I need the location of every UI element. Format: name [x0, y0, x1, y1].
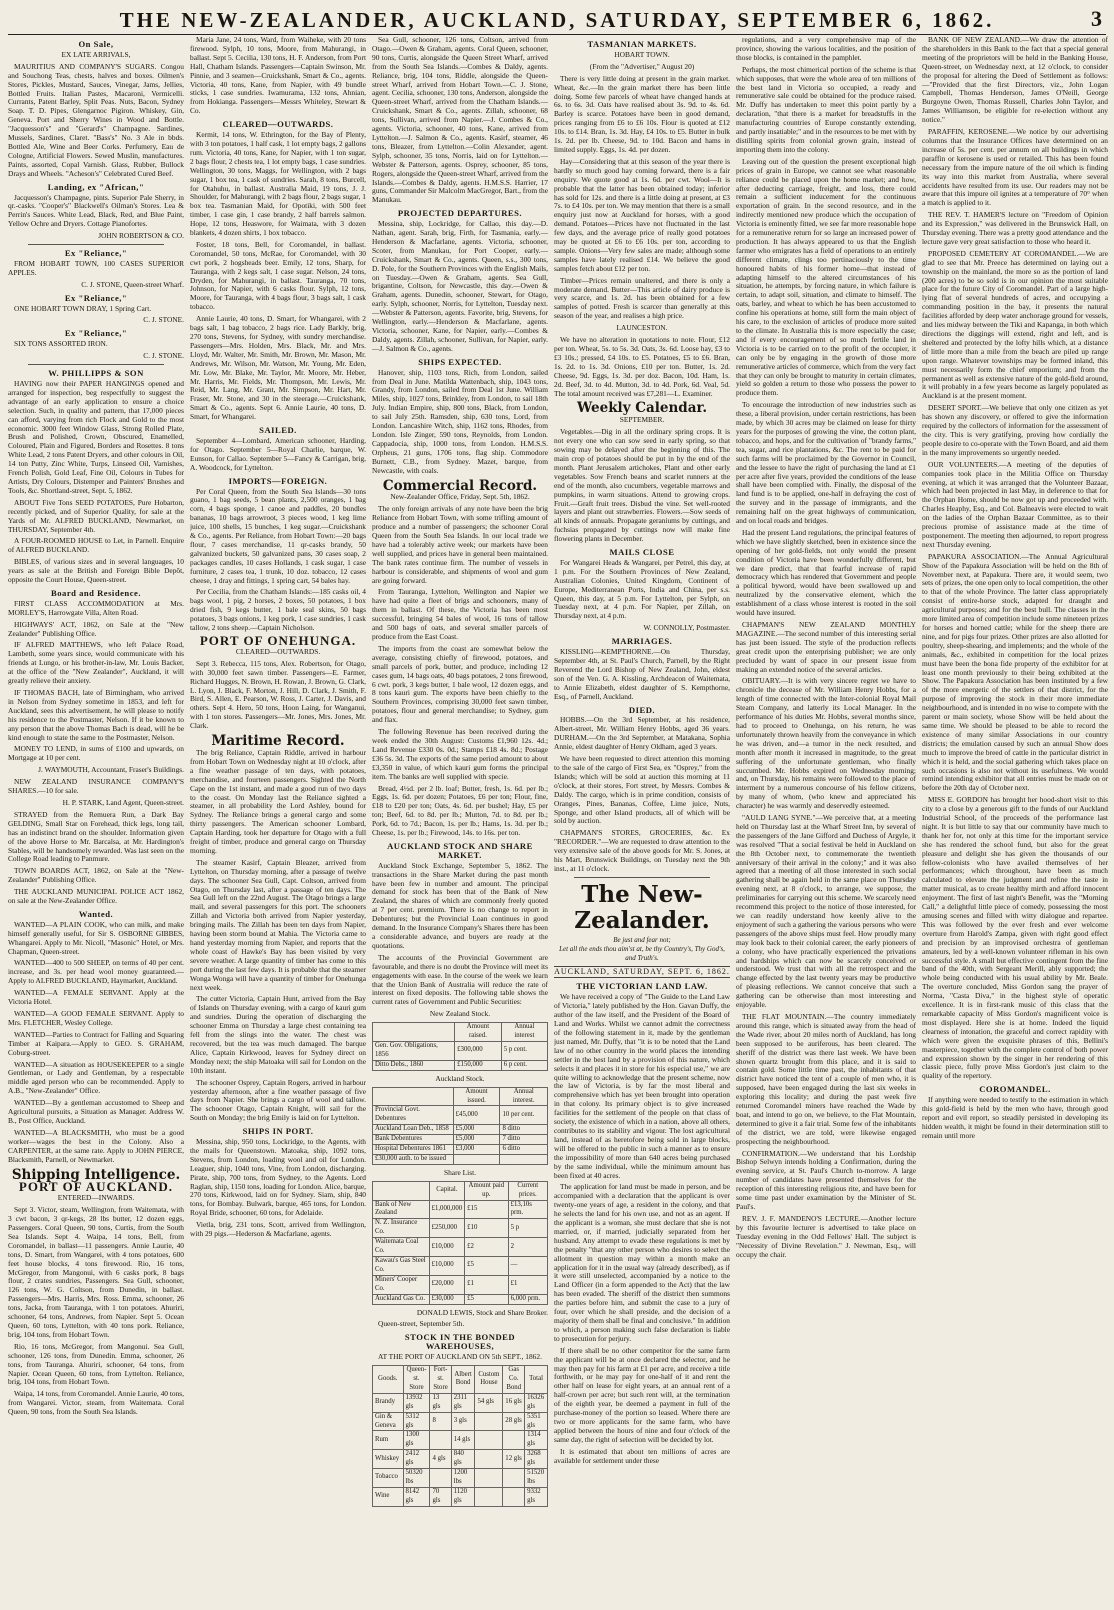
money-signature: J. WAYMOUTH, Accountant, Fraser's Buildings.: [38, 765, 184, 775]
four-roomed-house-ad: A FOUR-ROOMED HOUSE to Let, in Parnell. Enquire of ALFRED BUCKLAND.: [8, 536, 184, 555]
stock-signature: DONALD LEWIS, Stock and Share Broker.: [416, 1307, 548, 1317]
auckland-stock-table: [372, 1087, 548, 1165]
table-cell: 10 per cent.: [500, 1106, 548, 1125]
tasmanian-body-3: Timber—Prices remain unaltered, and there is only a moderate demand. Butter—This article of dairy produce is very scarce, and 1s. 2d. has been obtained for a few samples of potted. Fresh is scarcer than generally at this season of the year, and realises a high price.: [554, 275, 730, 321]
board-body: FIRST CLASS ACCOMMODATION at Mrs. MORLEY'S, Harrowgate Villa, Alten Road.: [8, 598, 184, 617]
divider: [28, 364, 164, 365]
table-row: [373, 1393, 548, 1412]
table-row: [373, 1275, 548, 1294]
table-row: [373, 1106, 548, 1125]
maritime-body-3: The cutter Victoria, Captain Hunt, arrived from the Bay of Islands on Thursday evening, with a cargo of kauri gum and sundries. During the operation of discharging the schooner Emma on Thursday a large chest containing tea fell from the slings into the water. The chest was recovered, but the tea was much damaged. The barque Alice, Captain Kirkwood, leaves for Sydney direct on Monday next; the ship Matoaka will sail for London on the 10th instant.: [190, 994, 366, 1075]
table-header-row: [373, 1181, 548, 1200]
table-cell: 12 gls: [503, 1450, 525, 1469]
table-cell: Waitemata Coal Co.: [373, 1238, 430, 1257]
table-row: [373, 1431, 548, 1450]
ship-list-1: Rio, 16 tons, McGregor, from Mangonui. Sea Gull, schooner, 126 tons, from Dunedin. Emma, schooner, 26 tons, from Tauranga. Ahuriri, schooner, 64 tons, from Napier. Ocean Queen, 60 tons, from Lyttelton. Reliance, brig, 104 tons, from Hobart Town.: [8, 1341, 184, 1387]
col5-body-1: regulations, and a very comprehensive map of the province, showing the various localities, and the position of those blocks, is contained in the pamphlet.: [736, 36, 916, 62]
stock-body-2: The accounts of the Provincial Government are favourable, and there is no doubt the Province will meet its engagements with ease. In the course of the week we learn that the Union Bank of Australia will reduce the rate of interest on fixed deposits. The following table shows the current rates of Government and Public Securities:: [372, 952, 548, 1007]
onehunga-body: Sept 3. Rebecca, 115 tons, Alex. Robertson, for Otago, with 30,000 feet sawn timber. Passengers—E. Farmer, Richard Hugges, N. Brown, H. Rowan, J. Brown, G. Clark, L. Lyon, J. Black, F. Morton, J. Hill, D. Clark, J. Smith, F. Bird, S. Allen, E. Pearson, W. Ross, J. Carter, J. Davis, and others. Sept 4. Hero, 50 tons, Hoon Laing, for Wanganui, with 1 ton stores. Passengers—Mr. Jones, Mrs. Jones, Mr. Clark.: [190, 658, 366, 731]
kerosene-notice: PARAFFIN, KEROSENE.—We notice by our advertising columns that the Insurance Offices have determined on an increase of 5s. per cent. per annum on all buildings in which paraffin or kerosene is used or retailed. This has been found necessary from the impure nature of the oil which is finding its way into this market from Australia, where several accidents have resulted from its use. Our readers may not be aware that this impure oil ignites at a temperature of 70° when a match is applied to it.: [922, 127, 1108, 208]
onsale-subheading: EX LATE ARRIVALS,: [61, 49, 131, 59]
table-cell: Tobacco: [373, 1469, 404, 1488]
masthead-title: THE NEW-ZEALANDER, AUCKLAND, SATURDAY, SEPTEMBER 6, 1862.: [119, 8, 995, 32]
shipping-heading: Shipping Intelligence.: [11, 1166, 181, 1183]
reliance3-signature: C. J. STONE.: [143, 351, 184, 361]
table-cell: £5: [465, 1294, 508, 1304]
town-boards-ad: TOWN BOARDS ACT, 1862, on Sale at the "New-Zealander" Publishing Office.: [8, 866, 184, 885]
table-cell: —: [508, 1257, 547, 1276]
table-cell: Brandy: [373, 1393, 404, 1412]
table-cell: [503, 1431, 525, 1450]
table-header-cell: Amount raised.: [455, 1023, 502, 1042]
table-row: [373, 1041, 548, 1060]
land-law-body-1: We have received a copy of "The Guide to the Land Law of Victoria," lately published by the Hon. Gavan Duffy, the author of the law itself, and the President of the Board of Land and Works. Whilst we cannot admit the correctness of the following statement in it, made by the gentleman just named, Mr. Duffy, that "it is to be noted that the Land law of no other country in the world places the intending settler in the best land by a provision of this nature, which selects it and places it in store for his especial use," we are quite willing to acknowledge that the present scheme, now the law of Victoria, is by far the most liberal and comprehensive which has yet been brought into operation in that colony. Its primary object is to give increased facilities for the settlement of the people on that class of society, the existence of which in a nation, above all others, contributes to its stability and vigour. The lost agricultural land, instead of as heretofore being sold in large blocks, will be offered to the public in such a manner as to ensure the impossibility of more than 640 acres being purchased by the same individual, while the minimum amount has been fixed at 40 acres.: [554, 992, 730, 1180]
table-cell: £13,10s prm.: [508, 1200, 547, 1219]
port-heading: PORT OF AUCKLAND.: [18, 1179, 174, 1195]
column-2: [190, 36, 366, 1604]
columns: [8, 36, 1108, 1604]
table-cell: £1: [508, 1275, 547, 1294]
table-cell: 13 gls: [430, 1393, 451, 1412]
table-row: [373, 1412, 548, 1431]
table-cell: £10,000: [429, 1257, 465, 1276]
table-header-cell: Gas Co. Bond: [503, 1366, 525, 1394]
page-number: 3: [1091, 6, 1102, 31]
reliance2-body: ONE HOBART TOWN DRAY, 1 Spring Cart.: [14, 303, 152, 313]
table-row: [373, 1238, 548, 1257]
land-law-body-2: The application for land must be made in person, and be accompanied with a declaration that the applicant is over twenty-one years of age, a resident in the colony, and that he selects the land for his own use, and not as an agent. If the applicant is a woman, she must declare that she is not married, or, if married, judicially separated from her husband. Any attempt to evade these regulations is met by the penalty "that any other person who desires to select the allotment in question may within a month make an application for it in the usual way (already described), as if it were still unselected, accompanied by a notice to the Land Officer (in a form appended to the Act) that the law has been evaded. The sheriff of the district then summons the parties before him, and submit the case to a jury of four, over which he shall preside, and the decision of a majority of them shall be final and conclusive." In addition to which, a person making such false declaration is liable to prosecution for perjury.: [554, 1182, 730, 1343]
mails-heading: MAILS CLOSE: [609, 547, 675, 558]
table-cell: £15: [465, 1200, 508, 1219]
table-cell: 5 p: [508, 1219, 547, 1238]
table-header-cell: Amount issued.: [453, 1087, 500, 1106]
table-cell: Auckland Loan Deb., 1858: [373, 1125, 454, 1135]
table-cell: 2412 gls: [403, 1450, 430, 1469]
wanted-good-female: WANTED—A GOOD FEMALE SERVANT. Apply to Mrs. FLETCHER, Wesley College.: [8, 1009, 184, 1027]
table-cell: £300,000: [455, 1041, 502, 1060]
table-cell: Ditto Debs., 1860: [373, 1060, 455, 1070]
table-row: [373, 1135, 548, 1145]
onehunga-heading: PORT OF ONEHUNGA.: [199, 633, 357, 648]
table-cell: £5,000: [453, 1135, 500, 1145]
coromandel-township-notice: PROPOSED CEMETERY AT COROMANDEL.—We are glad to see that Mr. Preece has determined on laying out a township on the mainland, the more so as the portion of land (200 acres) to be so sold is in our opinion the most suitable place for the future City of Coromandel. Part of a large high-lying flat of several hundreds of acres, and occupying a commanding position in the bay, it presents the natural facilities afforded by deep water anchorage ground for vessels, and lies midway between the Tiki and Kapanga, in both which directions the diggings will extend, right and left, and is sheltered and protected by the lofty hills which, at a distance of little more than a mile from the beach are piled up range upon range. Whatever townships may be formed inland, this must necessarily form the chief emporium; and from the permanent as well as extensive nature of the gold-field around, it will probably in a few years become as largely populated as Auckland is at the present moment.: [922, 248, 1108, 401]
commercial-body-1: The only foreign arrivals of any note have been the brig Reliance from Hobart Town, with some trifling amount of produce and a number of passengers; the schooner Coral Queen from the South Sea Islands. In our local trade we have had a tolerably active week; our markets have been well supplied, and prices have in general been maintained. The bank rates continue firm. The number of vessels in harbour is considerable, and shipments of wool and gum are going forward.: [372, 504, 548, 585]
launceston-heading: LAUNCESTON.: [616, 323, 668, 333]
table-cell: Auckland Gas Co.: [373, 1294, 430, 1304]
column-6: [922, 36, 1108, 1604]
table-header-cell: Capital.: [429, 1181, 465, 1200]
table-cell: £30,000: [429, 1294, 465, 1304]
table-cell: [475, 1431, 503, 1450]
table-cell: Gen. Gov. Obligations, 1856: [373, 1041, 455, 1060]
table-cell: 16326 gls: [525, 1393, 548, 1412]
table-cell: £45,000: [453, 1106, 500, 1125]
reliance3-body: SIX TONS ASSORTED IRON.: [14, 339, 108, 349]
table-row: [373, 1294, 548, 1304]
table-cell: 50320 lbs: [403, 1469, 430, 1488]
auld-lang-syne-notice: "AULD LANG SYNE."—We perceive that, at a meeting held on Thursday last at the Wharf Street Inn, by several of the passengers of the Jane Gifford and Duchess of Argyle, it was resolved "That a social festival be held in Auckland on the 8th October next, to commemorate the twentieth anniversary of their arrival in the colony;" and it was also agreed that a meeting of all those interested in such social gathering shall be again held in the same place on Thursday evening next, at 8 o'clock, to arrange, we suppose, the preliminaries for carrying out this scheme. We scarcely need recommend this project to the notice of those interested, for we can readily understand how keenly alive to the enjoyment of such a gathering the various persons who were passengers of the above ships must feel. How proudly many may look back to their colonial career, the early pioneers of a colony, who have practically experienced the privations and hardships which can now be scarcely conceived or understood. We trust that with all the retrospect and the change effected by the last twenty years may be productive of pleasing reflections. We cannot conceive that such a gathering can be otherwise than most interesting and enjoyable.: [736, 813, 916, 1010]
expected-heading: SHIPS EXPECTED.: [418, 356, 502, 367]
maritime-body-1: The brig Reliance, Captain Riddle, arrived in harbour from Hobart Town on Wednesday night at 10 o'clock, after a fine weather passage of ten days, with potatoes, merchandise, and fourteen passengers. Sighted the North Cape on the 1st instant, and made a good run of two days to the coast. On Monday last the Reliance sighted a steamer, in all probability the Lord Ashley, bound for Sydney. The Reliance brings a general cargo and some thirty passengers. The American schooner Lombard, Captain Harding, took her departure for Otago with a full freight of timber, produce and general cargo on Thursday morning.: [190, 747, 366, 855]
wanted-contract: WANTED—Parties to Contract for Falling and Squaring Timber at Kaipara.—Apply to GEO. S. GRAHAM, Coburg-street.: [8, 1029, 184, 1057]
commercial-heading: Commercial Record.: [382, 477, 538, 494]
table2-heading: Auckland Stock.: [435, 1073, 485, 1083]
maritime-body-4: The schooner Osprey, Captain Rogers, arrived in harbour yesterday afternoon, after a fine weather passage of five days from Napier. She brings a cargo of wool and tallow. The schooner Otago, Captain Knight, will sail for the South on Monday; the brig Emily is laid on for Lyttelton.: [190, 1077, 366, 1123]
thomas-bach-notice: IF THOMAS BACH, late of Birmingham, who arrived in Nelson from Sydney sometime in 1853, and left for Auckland, sees this advertisement, he will please to notify his residence to the Postmaster, Nelson. If it be known to any person that the above Thomas Bach is dead, will he be kind enough to state the same to the Postmaster, Nelson.: [8, 688, 184, 742]
tasmanian-source: (From the "Advertiser," August 20): [589, 61, 695, 71]
table-cell: £20,000: [429, 1275, 465, 1294]
table-cell: [475, 1487, 503, 1506]
stock-body: Auckland Stock Exchange, September 5, 1862. The transactions in the Share Market during the past month have been few in number and amount. The principal demand for stock has been that of the Bank of New Zealand, the shares of which are commonly freely quoted at 7 per cent. premium. There is no change to report in Debentures; but the Provincial Loan continues in good demand. In the Insurance Company's Shares there has been a considerable advance, and buyers are ready at the quotations.: [372, 860, 548, 950]
table-header-cell: [373, 1181, 430, 1200]
bonded-table: [372, 1365, 548, 1507]
imports-heading: IMPORTS—FOREIGN.: [228, 475, 328, 486]
table-cell: Miners' Cooper Co.: [373, 1275, 430, 1294]
weekly-body: Vegetables.—Dig in all the ordinary spring crops. It is not every one who can sow seed in early spring, so that sowing may be delayed after the beginning of this. The main crop of potatoes should be put in by the end of the month. Plant Jerusalem artichokes, Plant and other early vegetables. Sow French beans and scarlet runners at the end of the month, also cucumbers, vegetable marrows and pumpkins, in warm situations. Attend to growing crops. Fruit.—Graft fruit trees. Disbud the vine. Set well-rooted layers and plant out strawberries. Flowers.—Sow seeds of all kinds of annuals. Propagate geraniums by cuttings, and fuchsias propagated by cuttings now will make fine flowering plants in December.: [554, 427, 730, 544]
gordon-notice: MISS E. GORDON has brought her hood-short visit to this city to a close by a generous gift to the funds of our Auckland Industrial School, of the proceeds of the performance last night. It is but little to say that our community have much to thank her for, not only at this time for the important service she has rendered the school fund, but also for the great pleasure and delight she has given the thousands of our fellow-colonists who have availed themselves of her performances; which throughout, have been as much calculated to elevate the judgment and refine the taste in matter musical, as to create healthy mirth and afford innocent enjoyment. The first of last night's Benefit, was the "Morning Call," a delightful little piece of comedy, possessing the most amusing scenes and filled with witty dialogue and repartee. This was followed by the ever fresh and ever welcome overture from Harold's Zampa, given with right good effect and precision by an improvised orchestra of gentleman amateurs, led by a well-known volunteer rifleman in his own successful style. A small but effective contingent from the fine band of the 40th, with Sergeant Merill, ably supported; the whole being conducted with his usual ability by Mr. Beale. The overture concluded, Miss Gordon sang the prayer of Norma, "Casta Diva," in the highest style of operatic excellence. It is in first-rank music of this class that the remarkable capacity of Miss Gordon's magnificent voice is most displayed. Here she is at home. Indeed the liquid clearness of intonation, the graceful and correct rapidity with which were given the exquisite phrases of this, Bellini's masterpiece, together with the complete control of both power and expression shown by the singer in her rendering of this classic piece, fully prove Miss Gordon's just claim to the quality of the repertory.: [922, 795, 1108, 1081]
table-cell: 5351 gls: [525, 1412, 548, 1431]
insurance-ad: NEW ZEALAND INSURANCE COMPANY'S SHARES.—10 for sale.: [8, 777, 184, 796]
share-list-table: [372, 1181, 548, 1305]
divider: [574, 877, 710, 878]
projected-body: Messina, ship, Lockridge, for Callao, this day.—D. Nathan, agent. Sarah, brig, Firth, for Tasmania, early.—Henderson & Macfarlane, agents. Victoria, schooner, Scoter, from Manukau, for Port Cooper, early.—Cruickshank, Smart & Co., agents. Queen, s.s., 300 tons, D. Pole, for the Southern Provinces with the English Mails, on Tuesday.—Owen & Graham, agents. Sea Gull, brigantine, Coltson, for Newcastle, this day.—Owen & Graham, agents. Dunedin, schooner, Stewart, for Otago, early. Sylph, schooner, Norris, for Lyttelton, Tuesday next.—Webster & Patterson, agents. Favorite, brig, Stevens, for Wellington, early.—Henderson & Macfarlane, agents. Victoria, schooner, Kane, for Napier, early.—Combes & Daldy, agents. Zillah, schooner, Sullivan, for Napier, early.—J. Salmon & Co., agents.: [372, 219, 548, 353]
table-cell: [500, 1154, 548, 1164]
col5-body-3: Leaving out of the question the present exceptional high prices of grain in Europe, we cannot see what reasonable reliance could be placed upon the home market; and how, after deducting carriage, freight, and loss, there could remain a sufficient inducement for the continuous exportation of grain. In the second resource, and in the indirectly mentioned new produce which the occupation of Victoria is eminently fitted, we see far more reasonable hope for a remunerative return for so large an increased power of production. It has always appeared to us that the English farmer who emigrates has a field of operations to an entirely different climate, clings too pertinaciously to the time honoured habits of his former home—that instead of adapting himself to the altered circumstances of his situation, he attempts, by forcing nature, in which failure is certain, to adapt soil, situation, and climate to himself. The oats, barley, and wheat to which he has been accustomed to confine his operations at home, still form the main object of his care, to the exclusion of articles of produce more suited to the climate. In Australia this is more especially the case; and if every encouragement of so much fertile land in Victoria is to be carried on to the profit of the occupier, it can only be by engaging in the growth of those more remunerative articles of commerce, which from the very fact that they can only be brought to maturity in certain climates, yield so golden a return to those who possess the power to produce them.: [736, 156, 916, 398]
highways-ad: HIGHWAYS' ACT, 1862, on Sale at the "New Zealander" Publishing Office.: [8, 619, 184, 638]
bibles-ad: BIBLES, of various sizes and in several languages, 10 years as sale at the British and Foreign Bible Depôt, opposite the Court House, Queen-street.: [8, 557, 184, 585]
obituary-notice: OBITUARY.—It is with very sincere regret we have to chronicle the decease of Mr. William Henry Hobbs, for a length of time connected with the Inter-colonial Royal Mail Steam Company, and latterly its Local Manager. In the performance of his duties Mr. Hobbs, several months since, had to proceed to Onehunga, on his return, he was unfortunately thrown heavily from the conveyance in which he was driven, and—a tumor in the neck resulted, and month after month it increased in magnitude, to the great suffering of the unfortunate gentleman, who finally succumbed. Mr. Hobbs expired on Wednesday morning; and, on Thursday, his remains were followed to the place of interment by a numerous concourse of his fellow citizens, by many of whom, (who knew and appreciated his character) he was warmly and deservedly esteemed.: [736, 676, 916, 811]
table-cell: Provincial Govt. Debentures: [373, 1106, 454, 1125]
reliance2-heading: Ex "Reliance,": [64, 292, 128, 303]
tasmanian-subheading: HOBART TOWN.: [614, 49, 670, 59]
phillips-body: HAVING now their PAPER HANGINGS opened and arranged for inspection, beg respectfully to suggest the advantage of an early application to ensure a choice selection. Such, in quality and pattern, that 17,000 pieces can afford, varying from rich Flock and Gold to the most economic. 3000 feet Window Glass, Strong Rolled Plate, Brush and Polished, Crown, Obscured, Enamelled, Coloured, Plain and Figured, Borders and Rosettes. 8 tons White Lead, 2 tons Patent Dryers, and other colours in Oil, 14 ton Putty, Zinc White, Turps, Linseed Oil, Varnishes, French Polish, Gold Leaf, Fine Oil, Colours in Tubes for Artists, Dry Colours, Distemper and Painters' Brushes and Tools, &c. Shortland-street, Sept. 5, 1862.: [8, 379, 184, 495]
table-row: [373, 1200, 548, 1219]
table-cell: Gin & Geneva: [373, 1412, 404, 1431]
divider: [28, 244, 164, 245]
table-cell: 54 gls: [475, 1393, 503, 1412]
dateline: AUCKLAND, SATURDAY, SEPT. 6, 1862.: [554, 966, 730, 979]
ships-in-port-heading: SHIPS IN PORT.: [242, 1126, 314, 1137]
maritime-body-2: The steamer Kasirf, Captain Bleazer, arrived from Lyttelton, on Thursday morning, after a passage of twelve days. The schooner Sea Gull, Capt. Coltson, arrived from Otago, on Thursday last, after a passage of ten days. The Sea Gull left on the 22nd August. The Otago brings a large mail, and several passengers for this port. The schooners Zillah and Victoria both arrived from Napier yesterday, bringing mails. The Zillah has been ten days from Napier, having been storm bound at Mahia. The Victoria came to hand yesterday morning from Napier, and reports that the whole coast of Hawke's Bay has been visited by very severe weather. A large quantity of timber has come to this port during the last few days. It is probable that the steamer Wonga Wonga will have a quantity of timber for Onehunga next week.: [190, 857, 366, 992]
wanted-blacksmith: WANTED—A BLACKSMITH, who must be a good worker—wages the best in the Colony. Also a CARPENTER, at the same rate. Apply to JOHN PIERCE, Blacksmith, Parnell, or Newmarket.: [8, 1127, 184, 1164]
table3-heading: Share List.: [443, 1167, 477, 1177]
launceston-body: We have no alteration in quotations to note. Flour, £12 per ton. Wheat, 5s. to 5s. 3d. Oats, 3s. 6d. Loose hay, £3 to £3 10s.; pressed, £4 10s. to £5. Potatoes, £5 to £6. Bran, 1s. 2d. to 1s. 3d. Onions, £10 per ton. Butter, 1s. 2d. Cheese, 9d. Eggs, 1s. 3d. per doz. Bacon, 10d. Ham, 1s. 2d. Beef, 3d. to 4d. Mutton, 3d. to 4d. Pork, 6d. Veal, 5d. The total amount received was £7,281—L. Examiner.: [554, 335, 730, 398]
september-heading: SEPTEMBER.: [619, 415, 665, 425]
phillips-heading: W. PHILLIPPS & SON: [48, 368, 144, 379]
table-cell: 2311 gls: [451, 1393, 475, 1412]
table-cell: £30,000 auth. to be issued: [373, 1154, 454, 1164]
died-heading: DIED.: [628, 704, 656, 715]
table-cell: [430, 1431, 451, 1450]
table-cell: 13932 gls: [403, 1393, 430, 1412]
table-header-cell: Queen-st. Store: [403, 1366, 430, 1394]
sailed-heading: SAILED.: [259, 425, 297, 436]
table-header-cell: Fort-st. Store: [430, 1366, 451, 1394]
table-cell: £250,000: [429, 1219, 465, 1238]
table-cell: £3,000: [453, 1145, 500, 1155]
entered-body: Sept 3. Victor, steam, Wellington, from Waitemata, with 3 cwt bacon, 3 qr-kegs, 28 lbs butter, 12 dozen eggs, Passengers. Coral Queen, 90 tons, Curtis, from the South Sea Islands. Sept 4. Waipa, 14 tons, Bell, from Coromandel, in ballast—11 passengers. Annie Laurie, 40 tons, D. Smart, from Wangarei, with 4 tons potatoes, 600 feet house blocks, 4 tons firewood. Rio, 16 tons, McGregor, from Mangonui, with 6 casks pork, 8 bags flour, 2 crates sundries, Passengers. Sea Gull, schooner, 126 tons, W. G. Coltson, from Dunedin, in ballast. Passengers—Mrs. Harris, Mrs. Ross. Emma, schooner, 26 tons, Jacka, from Tauranga, with 1 ton potatoes. Ahuriri, schooner, 64 tons, Andrews, from Napier. Sept 5. Ocean Queen, 60 tons, Lyttelton, with 40 tons pork. Reliance, brig, 104 tons, from Hobart Town.: [8, 1205, 184, 1339]
confirmation-notice: CONFIRMATION.—We understand that his Lordship Bishop Selwyn intends holding a Confirmation, during the evening service, at St. Paul's Church to-morrow. A large number of candidates have presented themselves for the reception of this interesting religious rite, and have been for some time past under examination by the Minister of St. Paul's.: [736, 1148, 916, 1211]
sailed-body: September 4—Lombard, American schooner, Harding, for Otago. September 5—Royal Charlie, barque, W. Eunson, for Callao. September 5—Fancy & Carrigan, brig, A. Woodcock, for Lyttelton.: [190, 435, 366, 472]
table-header-row: [373, 1087, 548, 1106]
notice-2: CHAPMAN'S STORES, GROCERIES, &c. Ex "RECORDER."—We are requested to draw attention to the very extensive sale of the above goods for Mr. S. Jones, at his Mart, Brunswick Buildings, on Tuesday next the 9th inst., at 11 o'clock.: [554, 828, 730, 873]
table-row: [373, 1125, 548, 1135]
wanted-cook: WANTED—A PLAIN COOK, who can milk, and make himself generally useful, for Sir S. OSBORNE GIBBES, Whangarei. Apply to Mr. Nicoll, "Masonic" Hotel, or Mrs. Chapman, Queen-street.: [8, 919, 184, 956]
money-ad: MONEY TO LEND, in sums of £100 and upwards, on Mortgage at 10 per cent.: [8, 744, 184, 763]
motto-line-2: Let all the ends thou aim'st at, be thy Country's, Thy God's, and Truth's.: [559, 944, 725, 962]
column-5: [736, 36, 916, 1604]
table-cell: 5312 gls: [403, 1412, 430, 1431]
marriages-body: KISSLING—KEMPTHORNE.—On Thursday, September 4th, at St. Paul's Church, Parnell, by the Right Reverend the Lord Bishop of New Zealand, John, eldest son of the Ven. G. A. Kissling, Archdeacon of Waitemata, to Annie Elizabeth, eldest daughter of S. Kempthorne, Esq., of Parnell, Auckland.: [554, 647, 730, 701]
table-header-cell: Goods.: [373, 1366, 404, 1394]
table-cell: 7 ditto: [500, 1135, 548, 1145]
table-cell: 8142 gls: [403, 1487, 430, 1506]
col2-body-4: Per Cecilia, from the Chatham Islands:—185 casks oil, 4 bags wool, 1 pig, 2 horses, 2 boxes, 50 potatoes, 1 box dried fish, 9 kegs butter, 1 bale seal skins, 50 bags potatoes, 3 bags onions, 1 keg pork, 1 case sundries, 1 cask tallow, 2 tons sheep.—Captain Nicholson.: [190, 587, 366, 633]
table-row: [373, 1060, 548, 1070]
onsale-body: MAURITIUS AND COMPANY'S SUGARS. Congou and Souchong Teas, chests, halves and boxes. Oilmen's Stores, Pickles, Mustard, Sauces, Vinegar, Jams, Jellies, Bottled Fruits. Italian Pastes, Macaroni, Vermicelli. Currants, Patent Barley, Split Peas. Nuts, Bacon, Sydney Soap. T. D. Pipes, Glengarnoc Pigiron. Whiskey, Gin, Geneva. Port and Sherry Wines in Wood and Bottle. "Jacquesson's" and "Gerard's" Champagne. Sardines, Mussels, Sardines, Claret. "Bass's" No. 3 Ale in bbds. Bottled Ale, Wine and Beer Corks. Perfumery, Eau de Cologne, Artificial Flowers. Sewed Muslin, manufactures. Paints, assorted, Copal Varnish. Glass, Rubber, Bullock Drays and Wheels. "Acheson's" Celebrated Cured Beef.: [8, 61, 184, 178]
stock-signature-2: Queen-street, September 5th.: [378, 1319, 465, 1329]
african-body: Jacquesson's Champagne, pints. Superior Pale Sherry, in qr.-casks. "Cooper's" Blackwell's Oilman's Stores. Lea & Perrin's Sauces. White Lead, Black, Red, and Blue Paint, Yellow Ochre and Dryers. Cottage Pianofortes.: [8, 192, 184, 229]
table-header-cell: [373, 1087, 454, 1106]
commercial-body-5: Bread, 4½d. per 2 lb. loaf; Butter, fresh, 1s. 6d. per lb.; Eggs, 1s. 6d. per dozen; Potatoes, £6 per ton; Flour, fine, £18 to £20 per ton; Oats, 4s. 6d. per bushel; Hay, £5 per ton; Beef, 6d. to 8d. per lb.; Mutton, 7d. to 8d. per lb.; Pork, 6d. to 7d.; Bacon, 1s. per lb.; Hams, 1s. 3d. per lb.; Cheese, 1s. per lb.; Firewood, 14s. to 16s. per ton.: [372, 783, 548, 838]
table-header-cell: Total: [525, 1366, 548, 1394]
bonded-subheading: AT THE PORT OF AUCKLAND ON 5th SEPT., 1862.: [378, 1352, 542, 1362]
flat-mountain-notice: THE FLAT MOUNTAIN.—The country immediately around this range, which is situated away from the head of the Wade river, about 20 miles north of Auckland, has long been supposed to be auriferous, has been cleared. The sheriff of the district was there last week. We have been shown quartz brought from this place, and it is said to contain gold. Some little time past, the inhabitants of that district have noticed the tent of a couple of men who, it is supposed, have been engaged during the last six weeks in exploring this locality; and during the past week five returned Coromandel miners have reached the Wade by boat, and intend to go on, we believe, to the Flat Mountain, determined to give it a fair trial. Some few of the inhabitants of the district, we are told, were likewise engaged prospecting the neighbourhood.: [736, 1011, 916, 1146]
table-cell: [475, 1412, 503, 1431]
onehunga-subheading: CLEARED—OUTWARDS.: [235, 646, 321, 656]
commercial-subheading: New-Zealander Office, Friday, Sept. 5th, 1862.: [390, 492, 530, 502]
table-cell: 28 gls: [503, 1412, 525, 1431]
volunteers-notice: OUR VOLUNTEERS.—A meeting of the deputies of companies took place in the Militia Office on Thursday evening, at which it was arranged that the Volunteer Bazaar, which had been projected in last May, in deference to that for the Orphan Home, should be now got up and proceeded with. Charles Heaphy, Esq., and Col. Balneavis were elected to wait on the ladies of the Orphan Bazaar Committee, as to their precious promise of assistance made at the time of postponement. The meeting then adjourned, to report progress next Thursday evening.: [922, 459, 1108, 549]
tasmanian-heading: TASMANIAN MARKETS.: [587, 39, 697, 49]
motto-line-1: Be just and fear not;: [613, 935, 671, 944]
reliance2-signature: C. J. STONE.: [143, 315, 184, 325]
table-cell: Whiskey: [373, 1450, 404, 1469]
col2-body-1: Maria Jane, 24 tons, Ward, from Waiheke, with 20 tons firewood. Sylph, 10 tons, Moore, from Mahurangi, in ballast. Sept 5. Cecilia, 130 tons, H. F. Anderson, from Port Hall, Chatham Islands. Passengers—Captain Swinson, Mr. Pinnie, and 3 seamen—Cruickshank, Smart & Co., agents. Victoria, 40 tons, Kane, from Napier, with 49 bundle sticks, 1 case sundries. Iwamurama, 132 tons, Ahnian, from Hokianga. Passengers—Messrs Whiteley, Stewart & Co.: [190, 36, 366, 116]
table-cell: 6 ditto: [500, 1145, 548, 1155]
papakura-notice: PAPAKURA ASSOCIATION.—The Annual Agricultural Show of the Papakura Association will be held on the 8th of November next, at Papakura. There are, it would seem, two sets of prizes, the one open only to local competition, the other to that of the whole Province. The latter class appropriately consist of entire-horse stock, adapted for draught and agricultural purposes; and for the best bull. The classes in the more limited area of competition include some nineteen prizes for horses and horned cattle; while for the sheep there are nine, and for pigs four prizes. Other prizes are also allotted for poultry, sheep-shearing, and implements; and the whole of the animals, &c., exhibited in competition for the local prizes must have been the bona fide property of the exhibitor for at least one month previously to their being exhibited at the Show. The Papakura Association has been instituted by a few of the more energetic of the settlers of that district, for the purpose of improving the stock in their more immediate neighbourhood, and is intended in no wise to compete with the parent or main society, whose Show will be held about the same time. We should be pleased to be able to record the existence of many similar Associations in our country districts; the emulation caused by such an annual Show does much to improve the breed of cattle in the particular district in which it is held, and the social gathering which takes place on such occasions is also not without its usefulness. We would remind intending exhibitor that all entries must be made on or before the 20th day of October next.: [922, 551, 1108, 793]
matthews-notice: IF ALFRED MATTHEWS, who left Palace Road, Lambeth, some years since, would communicate with his friends at Lungo, or his brother-in-law, Mr. Louis Backer, at the office of the "New Zealander", Auckland, it will greatly relieve their anxiety.: [8, 640, 184, 686]
ship-list-2: Waipa, 14 tons, from Coromandel. Annie Laurie, 40 tons, from Wangarei. Victor, steam, from Waitemata. Coral Queen, 90 tons, from the South Sea Islands.: [8, 1389, 184, 1417]
table-cell: [475, 1469, 503, 1488]
table-cell: 1300 gls: [403, 1431, 430, 1450]
reliance1-heading: Ex "Reliance,": [64, 248, 128, 259]
table-cell: 1120 gls: [451, 1487, 475, 1506]
strayed-ad: STRAYED from the Remuera Run, a Dark Bay GELDING, Small Star on Forehead, thick legs, long tail, has an indistinct brand on the shoulder. Information given of the above Horse to Mr. Barcalsa, at Mr. Hardington's Stables, will be handsomely rewarded. Was last seen on the College Road leading to Panmure.: [8, 809, 184, 864]
col3-body-1: Sea Gull, schooner, 126 tons, Coltson, arrived from Otago.—Owen & Graham, agents. Coral Queen, schooner, 90 tons, Curtis, alongside the Queen Street Wharf, arrived from the South Sea Islands.—Combes & Daldy, agents. Reliance, brig, 104 tons, Riddle, alongside the Queen-street Wharf, arrived from Hobart Town.—C. J. Stone, agent. Cecilia, schooner, 130 tons, Anderson, alongside the Queen-street Wharf, arrived from the Chatham Islands.—Cruickshank, Smart & Co., agents. Zillah, schooner, 68 tons, Sullivan, arrived from Napier.—J. Combes & Co., agents. Victoria, schooner, 40 tons, Kane, arrived from Lyttelton.—J. Salmon & Co., agents. Kasirf, steamer, 46 tons, Bleazer, from Lyttelton.—Colin Alexander, agent. Sylph, schooner, 35 tons, Norris, laid on for Lyttelton.—Webster & Patterson, agents. Osprey, schooner, 85 tons, Rogers, alongside the Queen-street Wharf, arrived from the Islands.—Combes & Daldy, agents. H.M.S.S. Harrier, 17 guns, Commander Sir Malcolm MacGregor, Bart., from the Manukau.: [372, 36, 548, 205]
table-cell: 1200 lbs: [451, 1469, 475, 1488]
table-cell: 8: [430, 1412, 451, 1431]
table-header-row: [373, 1366, 548, 1394]
magazine-notice: CHAPMAN'S NEW ZEALAND MONTHLY MAGAZINE.—The second number of this interesting serial has just been issued. The style of the production reflects great credit upon the enterprising publisher; we are only precluded by want of space in our present issue from making an extended notice of the several articles.: [736, 620, 916, 674]
coromandel-body: If anything were needed to testify to the estimation in which this gold-field is held by the men who have, through good report and evil report, so steadily persisted in developing its hidden wealth, it might be found in their determination still to remain until more: [922, 1095, 1108, 1140]
table-row: [373, 1469, 548, 1488]
cleared-body: Kermit, 14 tons, W. Ethrington, for the Bay of Plenty, with 3 ton potatoes, 1 half cask, 1 lot empty bags, 2 gallons rum. Victoria, 40 tons, Kane, for Napier, with 1 ton sugar, 2 bags flour, 2 chests tea, 1 lot empty bags, 1 case sundries. Wellington, 30 tons, Maggs, for Wellington, with 2 bags sugar, 1 box tea, 1 cask of sundries. Sarah, 8 tons, Burcell, for Otahuhu, in ballast. Australia Maid, 19 tons, J. J. Shoulder, for Mahurangi, with 2 bags flour, 2 bags sugar, 1 box tea. Tasmanian Maid, for Opotiki, with 500 feet timber, 1 case gin, 1 case brandy, 2 half barrels salmon. Hope, 12 tons, Heaswore, for Waimata, with 3 dozen blankets, 4 dozen shirts, 1 box tobacco.: [190, 130, 366, 238]
table-cell: 3268 gls: [525, 1450, 548, 1469]
table-cell: 2: [508, 1238, 547, 1257]
col5-body-5: Had the present Land regulations, the principal features of which we have slightly sketched, been in existence since the opening of her gold-fields, not only would the present condition of Victoria have been wonderfully different, but we dare predict, that that fearful increase of rapid democracy which has rendered that Government and people a political byword, would have been swallowed up and neutralized by the conservative element, which the establishment of a class whose interest is rooted in the soil would have insured.: [736, 527, 916, 618]
land-law-heading: THE VICTORIAN LAND LAW.: [576, 981, 708, 992]
table-cell: N. Z. Insurance Co.: [373, 1219, 430, 1238]
table-cell: £5,000: [453, 1125, 500, 1135]
wanted-sheep: WANTED—400 to 500 SHEEP, on terms of 40 per cent. increase, and 3s. per head wool money guaranteed.—Apply to ALFRED BUCKLAND, Haymarket, Auckland.: [8, 958, 184, 986]
expected-body: Hanover, ship, 1103 tons, Rich, from London, sailed from Deal in June. Matilda Wattenbach, ship, 1043 tons, Grandy, from London, sailed from Deal 1st June. William Miles, ship, 1027 tons, Brinkley, from London, to sail 18th July. Indian Empire, ship, 800 tons, Black, from London, to sail July 25th. Ramsden, ship, 630 tons, Lord, from London. Lancashire Witch, ship, 1162 tons, Rhodes, from London. Isle Zinger, 590 tons, Reynolds, from London. Cappadocia, ship, 1000 tons, from London. H.M.S.S. Orpheus, 21 guns, 1706 tons, flag ship. Commodore Burnett, C.B., from Sydney. Mazet, barque, from Newcastle, with coals.: [372, 367, 548, 475]
newspaper-title: The New-Zealander.: [574, 880, 710, 934]
reliance1-signature: C. J. STONE, Queen-street Wharf.: [81, 279, 184, 289]
table-cell: [503, 1469, 525, 1488]
wanted-female: WANTED—A FEMALE SERVANT. Apply at the Victoria Hotel.: [8, 988, 184, 1007]
table-row: [373, 1154, 548, 1164]
table-row: [373, 1487, 548, 1506]
wanted-housekeeper: WANTED—A situation as HOUSEKEEPER to a single Gentleman, or Lady and Gentleman, by a respectable middle aged person who can be recommended. Apply to A.B., "New-Zealander" Office.: [8, 1059, 184, 1096]
table-cell: £5: [465, 1257, 508, 1276]
wanted-heading: Wanted.: [78, 908, 114, 919]
column-3: [372, 36, 548, 1604]
weekly-calendar-heading: Weekly Calendar.: [576, 400, 708, 417]
table-row: [373, 1219, 548, 1238]
table-header-cell: Annual interest.: [500, 1087, 548, 1106]
table-cell: 4 gls: [430, 1450, 451, 1469]
col2-body-2: Foster, 18 tons, Bell, for Coromandel, in ballast. Coromandel, 50 tons, McRae, for Coromandel, with 30 cwt pork, 2 hogsheads beer. Emily, 12 tons, Sharp, for Tauranga, with 2 kegs salt, 1 case sugar. Nelson, 24 tons, Dryden, for Mahurangi, in ballast. Tauranga, 70 tons, Johnson, for Napier, with 6 casks flour. Sylph, 12 tons, Moore, for Tauranga, with 4 bags flour, 3 bags salt, 1 cask tobacco.: [190, 239, 366, 312]
column-1: [8, 36, 184, 1604]
tasmanian-body-1: There is very little doing at present in the grain market. Wheat, &c.—In the grain market there has been little doing. Some few parcels of wheat have changed hands at 6s. to 6s. 3d. Oats have realised about 3s. 9d. to 4s. 6d. Barley is scarce. Potatoes have been in good demand, prices ranging from £6 to £6 10s. Flour is quoted at £12 10s. to £14. Bran, 1s. 3d. Hay, £4 10s. to £5. Butter in bulk 1s. 2d. per lb. Cheese, 9d. to 10d. Bacon and hams in limited supply. Eggs, 1s. 4d. per dozen.: [554, 73, 730, 154]
table-cell: 14 gls: [451, 1431, 475, 1450]
tasmanian-body-2: Hay—Considering that at this season of the year there is hardly so much good hay coming forward, there is a fair enquiry. We quote good at 1s. 6d. per cwt. Wool—It is probable that the latter has been obtained today; inferior has sold for 12s. and there is a little doing at present, at £3 7s. to £4 10s. per ton. We may mention that there is a small enquiry just now at Auckland for horses, with a good demand. Potatoes—Prices have not fluctuated in the last few days, and the average price of really good potatoes may be quoted at £6 to £6 10s. per ton, according to sample. Onions—Very few sales are made; although some samples have lately realised £14. We believe the good samples fetch about £12 per ton.: [554, 156, 730, 273]
table-cell: 6,000 prm.: [508, 1294, 547, 1304]
table-cell: 840 gls: [451, 1450, 475, 1469]
table-header-cell: Amount paid up.: [465, 1181, 508, 1200]
reliance1-body: FROM HOBART TOWN, 100 CASES SUPERIOR APPLES.: [8, 258, 184, 277]
table-cell: 5 p cent.: [501, 1041, 547, 1060]
table-cell: Bank Debentures: [373, 1135, 454, 1145]
insurance-signature: H. P. STARK, Land Agent, Queen-street.: [62, 797, 184, 807]
table1-heading: New Zealand Stock.: [429, 1009, 491, 1019]
table-header-cell: [373, 1023, 455, 1042]
masthead: [8, 4, 1106, 35]
onsale-heading: On Sale,: [78, 39, 114, 49]
notice-1: We have been requested to direct attention this morning to the sale of the cargo of First Sea, ex "Osprey," from the Islands; which will be sold at auction this morning at 11 o'clock, at their stores, Fort street, by Messrs. Combes & Daldy. The cargo, which is in prime condition, consists of Oranges, Pines, Bananas, Coffee, Lime juice, Nuts, Sponge, and other Island products, all of which will be sold by auction.: [554, 754, 730, 826]
lecture-notice: REV. J. F. MANDENO'S LECTURE.—Another lecture by this favourite lecturer is advertised to take place on Tuesday evening in the Odd Fellows' Hall. The subject is "Necessity of Divine Revelation." J. Newman, Esq., will occupy the chair.: [736, 1213, 916, 1259]
col5-body-2: Perhaps, the most chimerical portion of the scheme is that which supposes, that were the whole area of ten millions of the best land in Victoria so occupied, a ready and remunerative sale could be obtained for the produce raised. Mr. Duffy has undertaken to meet this point partly by a declaration, "that there is a market for breadstuffs in the manufacturing countries of Europe constantly extending, and partly insatiable;" and in the resources to be met with by distilling spirits from colonial grown grain, instead of importing them into the colony.: [736, 64, 916, 154]
marriages-heading: MARRIAGES.: [611, 636, 673, 647]
table-cell: 70 gls: [430, 1487, 451, 1506]
desert-sport-notice: DESERT SPORT.—We believe that only one citizen as yet has shown any discovery, or offered to give the information required by the collectors of information for the assessment of the city. This is very gratifying, proving how cordially the people desire to co-operate with the Town Board, and aid them in the many improvements so urgently needed.: [922, 403, 1108, 457]
table-cell: Wine: [373, 1487, 404, 1506]
table-header-cell: Current prices.: [508, 1181, 547, 1200]
table-header-row: [373, 1023, 548, 1042]
land-law-body-3: If there shall be no other competitor for the same farm the applicant will be at once declared the selector, and he may then pay for his farm at £1 per acre, and receive a title forthwith, or he may pay for one-half of it and rent the other half on lease for eight years, at an annual rent of a half-crown per acre; but such rent will, at the termination of the eighth year, be deemed a payment in full of the purchase-money of the portion so leased. Where there are two or more applicants for the same farm, who have applied between the hours of nine and four o'clock of the same day, the right of selection will be decided by lot.: [554, 1345, 730, 1444]
coromandel-heading: COROMANDEL.: [979, 1084, 1051, 1095]
municipal-ad: THE AUCKLAND MUNICIPAL POLICE ACT 1862, on sale at the New-Zealander Office.: [8, 887, 184, 906]
bonded-heading: STOCK IN THE BONDED WAREHOUSES,: [404, 1332, 516, 1352]
reliance3-heading: Ex "Reliance,": [64, 328, 128, 339]
table-cell: 6 p cent.: [501, 1060, 547, 1070]
col2-body-3: Annie Laurie, 40 tons, D. Smart, for Whangarei, with 2 bags salt, 1 bag tobacco, 2 bags rice. Lady Barkly, brig, 270 tons, Stevens, for Sydney, with sundry merchandise. Passengers—Mrs. Holden, Mrs. Black, Mr. and Mrs. Lloyd, Mr. Walter, Mr. Smith, Mr. Brown, Mr. Mason, Mr. Andrews, Mr. Wilson, Mr. Watson, Mr. Young, Mr. Eden, Mr. Low, Mr. Blake, Mr. Taylor, Mr. Moore, Mr. Heber, Mr. Harris, Mr. Fields, Mr. Thompson, Mr. Lewis, Mr. Reid, Mr. Lang, Mr. Grant, Mr. Simpson, Mr. Hart, Mr. Fraser, Mr. Stone, and 30 in the steerage.—Cruickshank, Smart & Co., agents. Sept 6. Annie Laurie, 40 tons, D. Smart, for Whangarei.: [190, 314, 366, 422]
table-cell: £10: [465, 1219, 508, 1238]
table-row: [373, 1257, 548, 1276]
table-row: [373, 1145, 548, 1155]
african-signature: JOHN ROBERTSON & CO.: [98, 231, 184, 241]
table-header-cell: Custom House: [475, 1366, 503, 1394]
table-cell: £2: [465, 1238, 508, 1257]
table-cell: 16 gls: [503, 1393, 525, 1412]
bank-notice: BANK OF NEW ZEALAND.—We draw the attention of the shareholders in this Bank to the fact that a special general meeting of the proprietors will be held in the Banking House, Queen-street, on Wednesday next, at 12 o'clock, to consider the proposal for altering the Deed of Settlement as follows:—"Provided that the first Directors, viz., John Logan Campbell, Thomas Henderson, James O'Neill, George Burgoyne Owen, Thomas Russell, Charles John Taylor, and James Williamson, be eligible for re-election without any notice.": [922, 36, 1108, 125]
table-row: [373, 1450, 548, 1469]
maritime-heading: Maritime Record.: [211, 733, 345, 750]
mails-signature: W. CONNOLLY, Postmaster.: [643, 623, 730, 633]
column-4: [554, 36, 730, 1604]
seed-potatoes-ad: ABOUT Five Tons SEED POTATOES, Pure Hobarton, recently picked, and of Superior Quality, for sale at the Yards of Mr. ALFRED BUCKLAND, Newmarket, on THURSDAY, September 4th.: [8, 497, 184, 534]
table-cell: Bank of New Zealand: [373, 1200, 430, 1219]
table-cell: £1,000,000: [429, 1200, 465, 1219]
table-cell: Hospital Debentures 1861: [373, 1145, 454, 1155]
table-cell: £1: [465, 1275, 508, 1294]
commercial-body-2: From Tauranga, Lyttelton, Wellington and Napier we have had quite a fleet of brigs and schooners, many of them in ballast. Of these, the Victoria has been most successful, bringing 54 bales of wool, 16 tons of tallow and 500 bags of oats, and several smaller parcels of produce from the East Coast.: [372, 587, 548, 641]
table-cell: [430, 1469, 451, 1488]
table-cell: Kawau's Gas Steel Co.: [373, 1257, 430, 1276]
table-cell: 3 gls: [451, 1412, 475, 1431]
table-cell: [453, 1154, 500, 1164]
table-cell: £150,000: [455, 1060, 502, 1070]
imports-body: Per Coral Queen, from the South Sea Islands—30 tons guano, 1 bag seeds, 5 bean plants, 2,500 oranges, 1 bag corn, 4 bags sponge, 1 canoe and paddles, 20 bundles bananas, 10 bags arrowroot, 3 pieces wood, 1 keg lime juice, 100 shells, 15 bunches, 1 keg sugar.—Cruickshank & Co., agents. Per Reliance, from Hobart Town:—20 bags flour, 7 cases merchandise, 11 qr-casks brandy, 50 galvanized buckets, 50 galvanized pans, 30 cases soap, 2 packages candles, 10 cases Hollands, 1 cask sugar, 1 case furniture, 2 cases tea, 1 trunk, 10 doz. tobacco, 12 cases cheese, 1 dray and fittings, 1 spring cart, 54 bales hay.: [190, 486, 366, 585]
table-header-cell: Albert Bond: [451, 1366, 475, 1394]
commercial-body-4: The following Revenue has been received during the week ended the 30th August: Customs £1,960 12s. 4d.; Land Revenue £330 0s. 0d.; Stamps £18 4s. 8d.; Postage £36 5s. 3d. The exports of the same period amount to about £3,350 in value, of which kauri gum forms the principal item. The banks are well supplied with specie.: [372, 727, 548, 781]
table-cell: 8 ditto: [500, 1125, 548, 1135]
table-cell: Rum: [373, 1431, 404, 1450]
entered-heading: ENTERED—INWARDS.: [57, 1193, 135, 1203]
table-cell: [503, 1487, 525, 1506]
hamer-notice: THE REV. T. HAMER'S lecture on "Freedom of Opinion and its Expression," was delivered in the Brunswick Hall, on Thursday evening. There was a pretty good attendance and the lecture gave very great satisfaction to those who heard it.: [922, 210, 1108, 246]
cleared-heading: CLEARED—OUTWARDS.: [222, 119, 334, 130]
table-cell: 51520 lbs: [525, 1469, 548, 1488]
commercial-body-3: The imports from the coast are somewhat below the average, consisting chiefly of firewood, potatoes, and small parcels of pork, butter, and produce, including 12 cases gum, 14 bags oats, 40 bags potatoes, 2 tons firewood, 6 cwt. pork, 3 kegs butter, 1 bale wool, 12 dozen eggs, and 8 tons kauri gum. The exports have been chiefly to the Southern Provinces, comprising 30,000 feet sawn timber, potatoes, flour and general merchandise; to Sydney, gum and flax.: [372, 643, 548, 725]
board-heading: Board and Residence.: [51, 587, 141, 598]
land-law-body-4: It is estimated that about ten millions of acres are available for settlement under these: [554, 1446, 730, 1465]
ships-in-port-body: Messina, ship, 950 tons, Lockridge, to the Agents, with the mails for Queenstown. Matoaka, ship, 1092 tons, Stevens, from London, loading wool and oil for London. Leaguer, ship, 1040 tons, Vine, from London, discharging. Pirate, ship, 700 tons, from Sydney, to the Agents. Lord Raglan, ship, 1150 tons, loading for London. Alice, barque, 270 tons, Kirkwood, laid on for Sydney. Siam, ship, 840 tons, for Bombay. Bulwark, barque, 465 tons, for London. Royal Bride, schooner, 60 tons, for Adelaide.: [190, 1137, 366, 1218]
table-cell: [475, 1450, 503, 1469]
stock-heading: AUCKLAND STOCK AND SHARE MARKET.: [387, 840, 533, 860]
nz-stock-table: [372, 1022, 548, 1071]
table-cell: 9332 gls: [525, 1487, 548, 1506]
col5-body-4: To encourage the introduction of new industries such as these, a liberal provision, under certain restrictions, has been made, by which 30 acres may be claimed on lease for thirty years for the purposes of growing the vine, the cotton plant, tobacco, and hops, and for the cultivation of "brandy farms," tea, sugar, and rice plantations, &c. The rent to be paid for such farms will be proclaimed by the Governor in Council, and the lessee to have the right of purchasing the land at £1 per acre after five years, provided the conditions of the lease shall have been complied with. Finally, the disposal of the land fund is to be applied, one-half in defraying the cost of the survey and in the passage of immigrants, and the remaining half on the great highways of communication, and on local roads and bridges.: [736, 400, 916, 526]
table-cell: £10,000: [429, 1238, 465, 1257]
died-body: HOBBS.—On the 3rd September, at his residence, Albert-street, Mr. William Henry Hobbs, aged 36 years. DURHAM.—On the 3rd September, at Matakana, Sophia Annie, eldest daughter of Henry Oldham, aged 3 years.: [554, 715, 730, 752]
ships-in-port-body-2: Vietla, brig, 231 tons, Scott, arrived from Wellington, with 29 pigs.—Hederson & Macfarlane, agents.: [190, 1220, 366, 1239]
african-heading: Landing, ex "African,": [47, 181, 145, 192]
wanted-gentleman: WANTED—By a gentleman accustomed to Sheep and Agricultural pursuits, a Situation as Manager. Address W. B., Post Office, Auckland.: [8, 1098, 184, 1125]
projected-heading: PROJECTED DEPARTURES.: [397, 208, 523, 219]
table-header-cell: Annual interest: [501, 1023, 547, 1042]
mails-body: For Wangarei Heads & Wangarei, per Petrel, this day, at 1 p.m. For the Southern Provinces of New Zealand, Australian Colonies, United Kingdom, Continent of Europe, Mediterranean Ports, India and China, per s.s. Queen, this day, at 5 p.m. For Lyttelton, per Sylph, on Tuesday next, at 4 p.m. For Napier, per Zillah, on Thursday next, at 4 p.m.: [554, 557, 730, 621]
table-cell: 1314 gls: [525, 1431, 548, 1450]
